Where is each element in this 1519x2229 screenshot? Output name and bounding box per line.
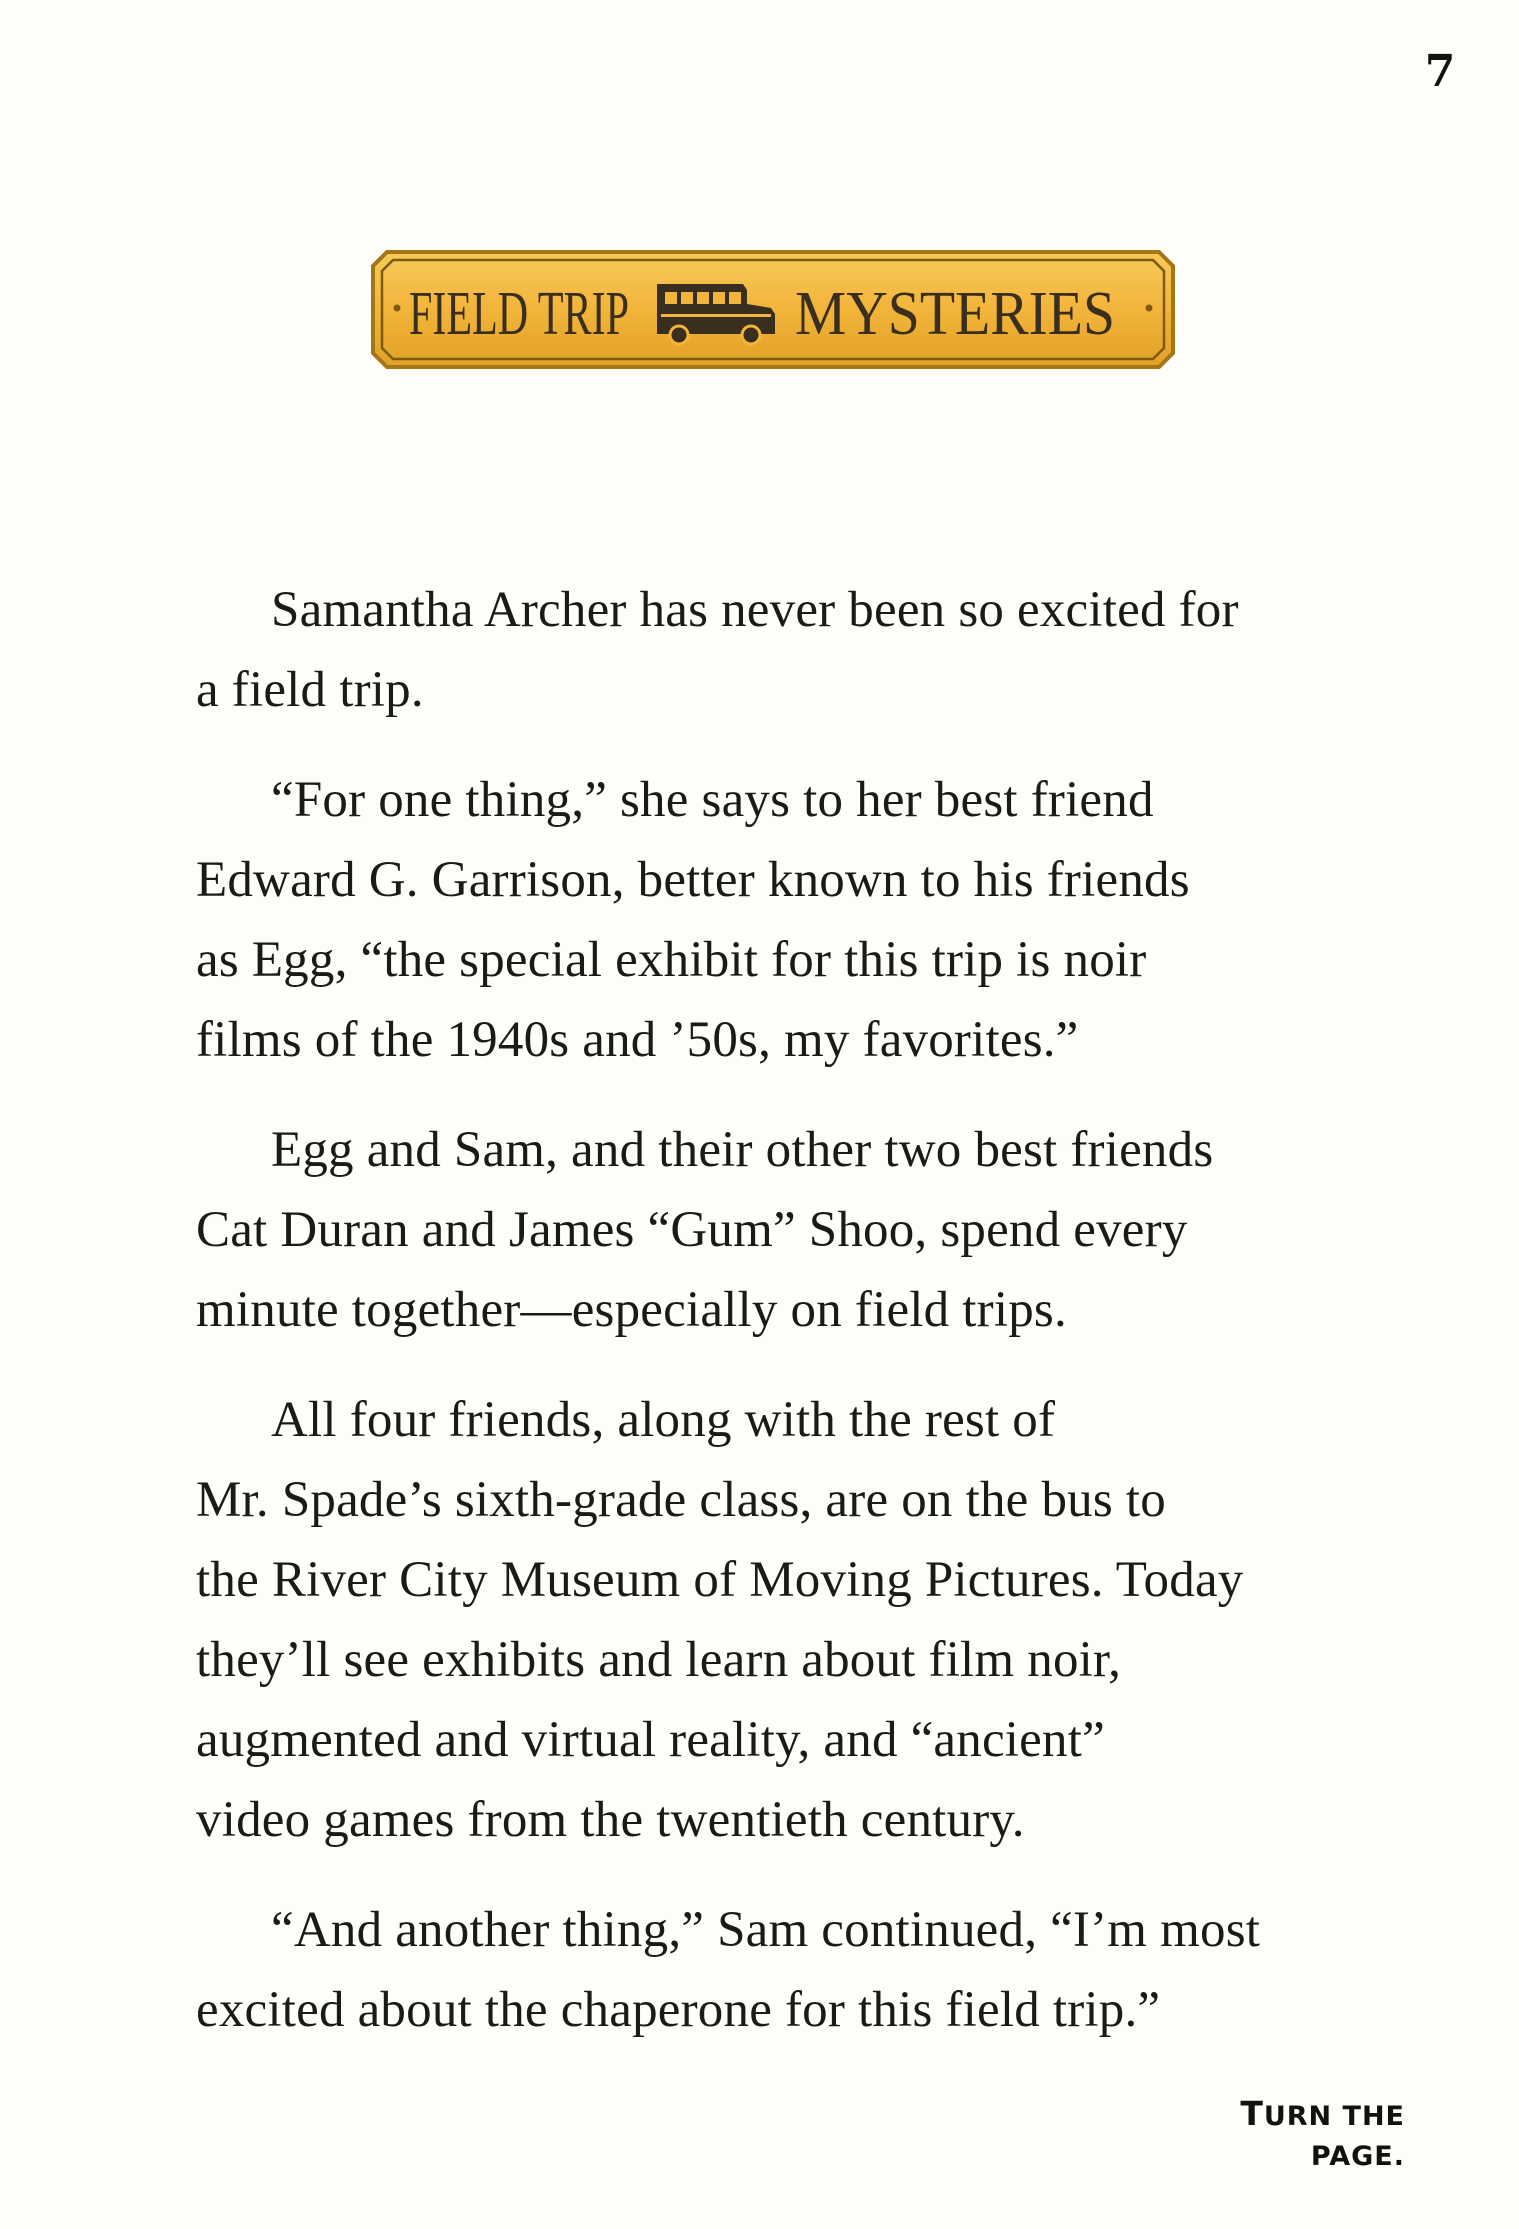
text-line: as Egg, “the special exhibit for this trip is noir (196, 932, 1147, 988)
text-line: “For one thing,” she says to her best friend (271, 772, 1154, 828)
story-text (196, 570, 1456, 2080)
paragraph (196, 1110, 1456, 1350)
page-number: 7 (1424, 46, 1456, 97)
paragraph (196, 1380, 1456, 1860)
text-line: augmented and virtual reality, and “ancient” (196, 1712, 1105, 1768)
text-line: Cat Duran and James “Gum” Shoo, spend every (196, 1202, 1188, 1258)
logo-left-text: FIELD TRIP (409, 280, 629, 348)
turn-page-rest: URN THE PAGE. (1263, 2101, 1405, 2172)
rivet-right (1146, 305, 1153, 312)
text-line: video games from the twentieth century. (196, 1792, 1025, 1848)
series-logo-plate (367, 246, 1179, 373)
turn-the-page-prompt (1140, 2094, 1405, 2177)
turn-page-initial: T (1240, 2094, 1264, 2133)
paragraph (196, 570, 1456, 730)
text-line: Egg and Sam, and their other two best friends (271, 1122, 1214, 1178)
rivet-left (394, 305, 401, 312)
text-line: Samantha Archer has never been so excited for (271, 582, 1239, 638)
text-line: a field trip. (196, 662, 424, 718)
text-line: they’ll see exhibits and learn about film noir, (196, 1632, 1122, 1688)
text-line: excited about the chaperone for this field trip.” (196, 1982, 1161, 2038)
paragraph (196, 760, 1456, 1080)
text-line: Mr. Spade’s sixth-grade class, are on the bus to (196, 1472, 1166, 1528)
logo-right-text: MYSTERIES (795, 280, 1115, 348)
text-line: minute together—especially on field trips. (196, 1282, 1067, 1338)
paragraph (196, 1890, 1456, 2050)
text-line: All four friends, along with the rest of (271, 1392, 1056, 1448)
text-line: “And another thing,” Sam continued, “I’m most (271, 1902, 1261, 1958)
text-line: films of the 1940s and ’50s, my favorites.” (196, 1012, 1079, 1068)
text-line: the River City Museum of Moving Pictures. Today (196, 1552, 1244, 1608)
series-logo (367, 246, 1179, 373)
text-line: Edward G. Garrison, better known to his friends (196, 852, 1190, 908)
